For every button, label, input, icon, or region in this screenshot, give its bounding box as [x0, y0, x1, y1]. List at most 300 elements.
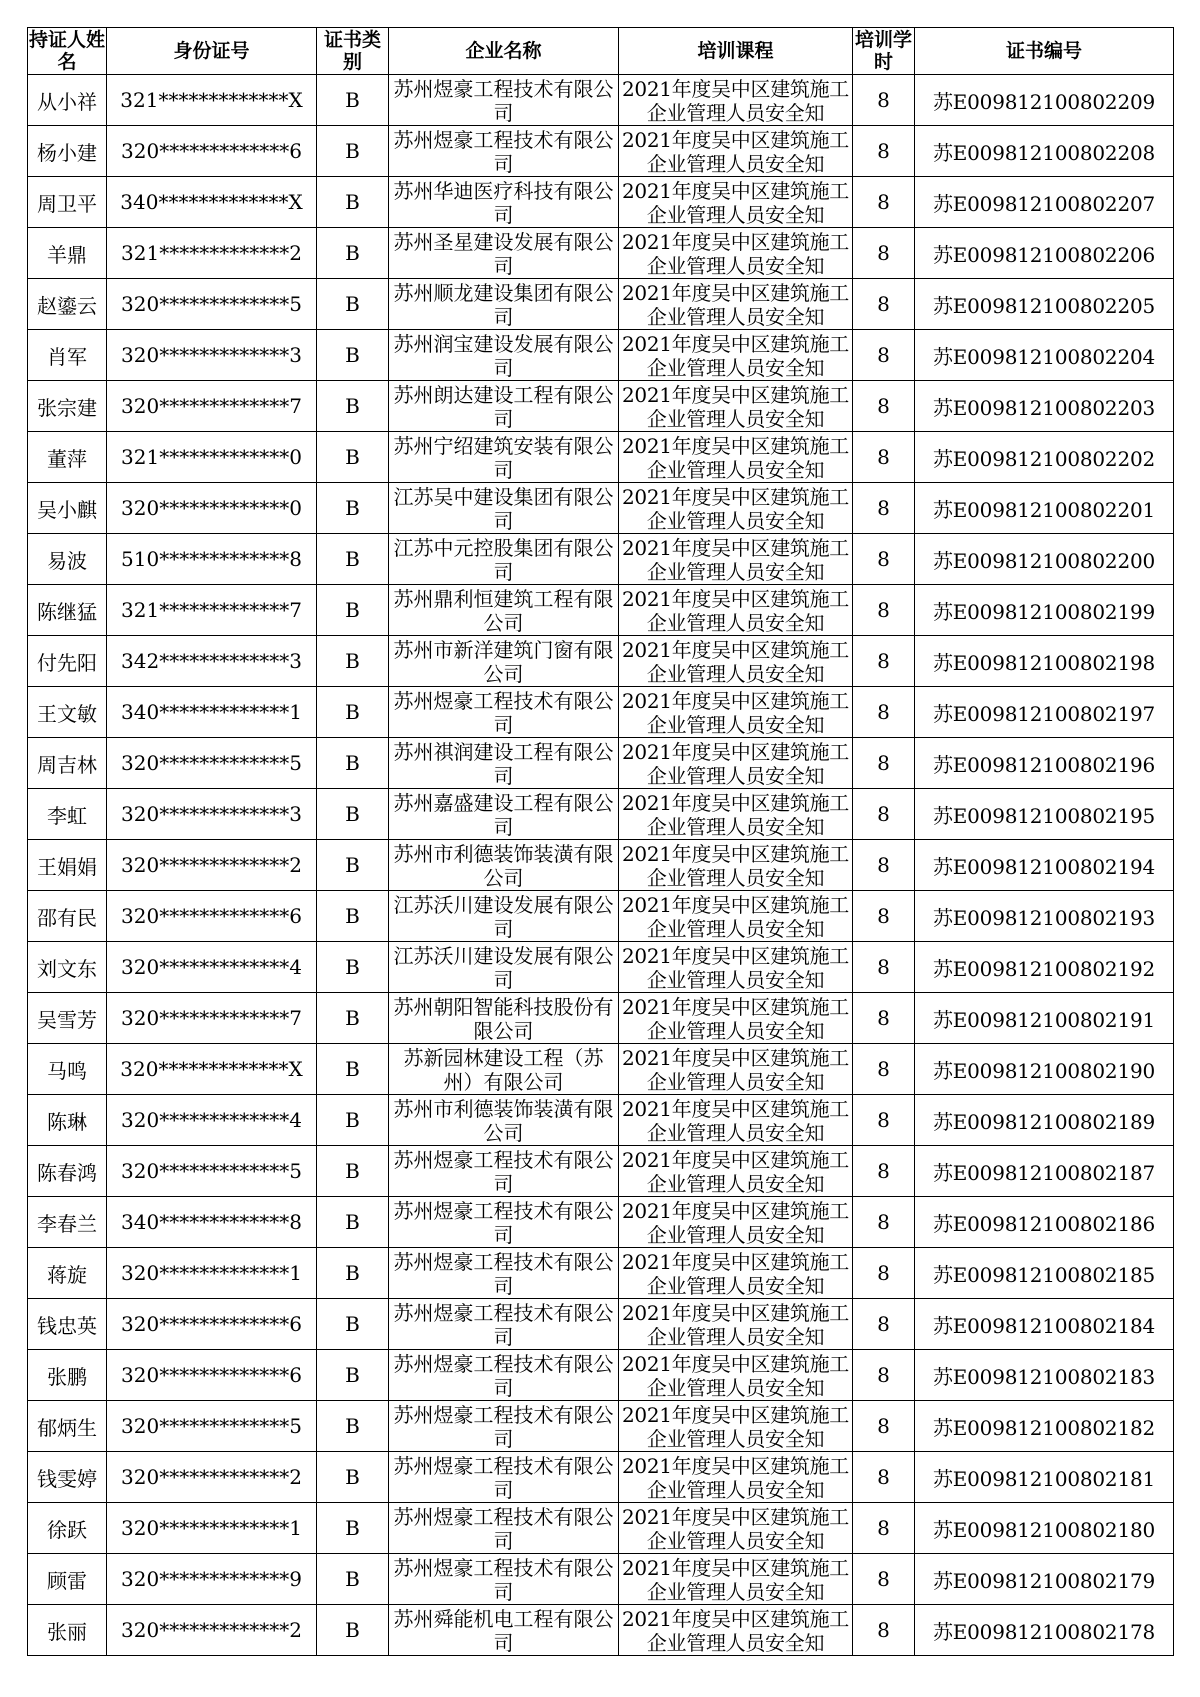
id-number-cell: 320*************2 — [107, 1605, 317, 1656]
company-cell — [389, 1401, 619, 1452]
cert-type-cell: B — [317, 1146, 389, 1197]
company-cell-text: 苏州市利德装饰装潢有限公司 — [393, 842, 614, 890]
course-cell-text: 2021年度吴中区建筑施工企业管理人员安全知 — [622, 1097, 849, 1145]
header-course: 培训课程 — [619, 28, 853, 75]
company-cell — [389, 177, 619, 228]
table-row — [28, 585, 1174, 636]
holder-name-cell: 刘文东 — [28, 942, 107, 993]
company-cell-text: 苏州煜豪工程技术有限公司 — [393, 128, 614, 176]
company-cell — [389, 1350, 619, 1401]
course-cell-text: 2021年度吴中区建筑施工企业管理人员安全知 — [622, 893, 849, 941]
course-cell-text: 2021年度吴中区建筑施工企业管理人员安全知 — [622, 638, 849, 686]
id-number-cell: 320*************2 — [107, 1452, 317, 1503]
company-cell-text: 苏州嘉盛建设工程有限公司 — [393, 791, 614, 839]
company-cell-text: 苏州煜豪工程技术有限公司 — [393, 1403, 614, 1451]
hours-cell: 8 — [853, 330, 915, 381]
table-row — [28, 1044, 1174, 1095]
cert-type-cell: B — [317, 1452, 389, 1503]
cert-number-cell: 苏E009812100802194 — [915, 840, 1174, 891]
company-cell — [389, 1248, 619, 1299]
course-cell-text: 2021年度吴中区建筑施工企业管理人员安全知 — [622, 1250, 849, 1298]
holder-name-cell: 王娟娟 — [28, 840, 107, 891]
hours-cell: 8 — [853, 942, 915, 993]
course-cell — [619, 585, 853, 636]
cert-type-cell: B — [317, 1299, 389, 1350]
course-cell-text: 2021年度吴中区建筑施工企业管理人员安全知 — [622, 1607, 849, 1655]
holder-name-cell: 易波 — [28, 534, 107, 585]
hours-cell: 8 — [853, 1197, 915, 1248]
cert-type-cell: B — [317, 483, 389, 534]
header-company: 企业名称 — [389, 28, 619, 75]
cert-number-cell: 苏E009812100802189 — [915, 1095, 1174, 1146]
company-cell-text: 苏州市新洋建筑门窗有限公司 — [393, 638, 614, 686]
id-number-cell: 340*************X — [107, 177, 317, 228]
company-cell — [389, 330, 619, 381]
id-number-cell: 320*************4 — [107, 942, 317, 993]
hours-cell: 8 — [853, 1299, 915, 1350]
hours-cell: 8 — [853, 891, 915, 942]
holder-name-cell: 吴雪芳 — [28, 993, 107, 1044]
table-row — [28, 1350, 1174, 1401]
holder-name-cell: 李虹 — [28, 789, 107, 840]
company-cell-text: 苏州鼎利恒建筑工程有限公司 — [393, 587, 614, 635]
cert-number-cell: 苏E009812100802202 — [915, 432, 1174, 483]
holder-name-cell: 蒋旋 — [28, 1248, 107, 1299]
course-cell — [619, 1197, 853, 1248]
company-cell-text: 苏州润宝建设发展有限公司 — [393, 332, 614, 380]
hours-cell: 8 — [853, 687, 915, 738]
header-id-number: 身份证号 — [107, 28, 317, 75]
cert-number-cell: 苏E009812100802185 — [915, 1248, 1174, 1299]
cert-number-cell: 苏E009812100802187 — [915, 1146, 1174, 1197]
course-cell — [619, 1401, 853, 1452]
table-row — [28, 1554, 1174, 1605]
cert-type-cell: B — [317, 840, 389, 891]
hours-cell: 8 — [853, 381, 915, 432]
hours-cell: 8 — [853, 1401, 915, 1452]
cert-type-cell: B — [317, 687, 389, 738]
company-cell — [389, 1095, 619, 1146]
table-row — [28, 1095, 1174, 1146]
cert-type-cell: B — [317, 993, 389, 1044]
course-cell-text: 2021年度吴中区建筑施工企业管理人员安全知 — [622, 587, 849, 635]
company-cell — [389, 381, 619, 432]
header-cert-type: 证书类别 — [317, 28, 389, 75]
course-cell-text: 2021年度吴中区建筑施工企业管理人员安全知 — [622, 485, 849, 533]
hours-cell: 8 — [853, 585, 915, 636]
company-cell-text: 江苏中元控股集团有限公司 — [393, 536, 614, 584]
cert-number-cell: 苏E009812100802198 — [915, 636, 1174, 687]
holder-name-cell: 徐跃 — [28, 1503, 107, 1554]
table-row — [28, 993, 1174, 1044]
holder-name-cell: 付先阳 — [28, 636, 107, 687]
company-cell — [389, 1197, 619, 1248]
holder-name-cell: 陈继猛 — [28, 585, 107, 636]
holder-name-cell: 吴小麒 — [28, 483, 107, 534]
id-number-cell: 320*************6 — [107, 126, 317, 177]
cert-type-cell: B — [317, 891, 389, 942]
course-cell-text: 2021年度吴中区建筑施工企业管理人员安全知 — [622, 1199, 849, 1247]
table-row — [28, 1197, 1174, 1248]
course-cell — [619, 126, 853, 177]
course-cell — [619, 228, 853, 279]
hours-cell: 8 — [853, 432, 915, 483]
course-cell-text: 2021年度吴中区建筑施工企业管理人员安全知 — [622, 1505, 849, 1553]
company-cell — [389, 1146, 619, 1197]
cert-number-cell: 苏E009812100802191 — [915, 993, 1174, 1044]
cert-type-cell: B — [317, 330, 389, 381]
table-row — [28, 1401, 1174, 1452]
company-cell — [389, 534, 619, 585]
cert-number-cell: 苏E009812100802196 — [915, 738, 1174, 789]
cert-number-cell: 苏E009812100802209 — [915, 75, 1174, 126]
course-cell-text: 2021年度吴中区建筑施工企业管理人员安全知 — [622, 281, 849, 329]
hours-cell: 8 — [853, 75, 915, 126]
cert-type-cell: B — [317, 126, 389, 177]
table-row — [28, 228, 1174, 279]
id-number-cell: 320*************7 — [107, 993, 317, 1044]
cert-type-cell: B — [317, 279, 389, 330]
cert-type-cell: B — [317, 177, 389, 228]
table-row — [28, 789, 1174, 840]
hours-cell: 8 — [853, 993, 915, 1044]
id-number-cell: 510*************8 — [107, 534, 317, 585]
id-number-cell: 320*************7 — [107, 381, 317, 432]
cert-number-cell: 苏E009812100802178 — [915, 1605, 1174, 1656]
course-cell — [619, 1452, 853, 1503]
course-cell — [619, 1503, 853, 1554]
company-cell-text: 苏州煜豪工程技术有限公司 — [393, 1148, 614, 1196]
company-cell — [389, 126, 619, 177]
hours-cell: 8 — [853, 789, 915, 840]
course-cell — [619, 1554, 853, 1605]
holder-name-cell: 邵有民 — [28, 891, 107, 942]
company-cell — [389, 585, 619, 636]
course-cell — [619, 738, 853, 789]
hours-cell: 8 — [853, 1605, 915, 1656]
company-cell — [389, 738, 619, 789]
id-number-cell: 320*************0 — [107, 483, 317, 534]
id-number-cell: 320*************1 — [107, 1503, 317, 1554]
course-cell-text: 2021年度吴中区建筑施工企业管理人员安全知 — [622, 995, 849, 1043]
company-cell-text: 苏州煜豪工程技术有限公司 — [393, 1250, 614, 1298]
hours-cell: 8 — [853, 228, 915, 279]
id-number-cell: 320*************6 — [107, 891, 317, 942]
course-cell-text: 2021年度吴中区建筑施工企业管理人员安全知 — [622, 1148, 849, 1196]
id-number-cell: 342*************3 — [107, 636, 317, 687]
course-cell-text: 2021年度吴中区建筑施工企业管理人员安全知 — [622, 1556, 849, 1604]
course-cell — [619, 381, 853, 432]
holder-name-cell: 顾雷 — [28, 1554, 107, 1605]
hours-cell: 8 — [853, 1146, 915, 1197]
company-cell — [389, 942, 619, 993]
course-cell — [619, 942, 853, 993]
id-number-cell: 321*************X — [107, 75, 317, 126]
company-cell-text: 苏州煜豪工程技术有限公司 — [393, 1301, 614, 1349]
cert-number-cell: 苏E009812100802192 — [915, 942, 1174, 993]
table-body — [28, 75, 1174, 1656]
hours-cell: 8 — [853, 279, 915, 330]
hours-cell: 8 — [853, 840, 915, 891]
holder-name-cell: 陈琳 — [28, 1095, 107, 1146]
company-cell — [389, 1605, 619, 1656]
table-row — [28, 432, 1174, 483]
course-cell-text: 2021年度吴中区建筑施工企业管理人员安全知 — [622, 332, 849, 380]
holder-name-cell: 董萍 — [28, 432, 107, 483]
table-row — [28, 1248, 1174, 1299]
course-cell — [619, 840, 853, 891]
id-number-cell: 320*************5 — [107, 1401, 317, 1452]
course-cell-text: 2021年度吴中区建筑施工企业管理人员安全知 — [622, 230, 849, 278]
hours-cell: 8 — [853, 534, 915, 585]
course-cell — [619, 1248, 853, 1299]
hours-cell: 8 — [853, 636, 915, 687]
holder-name-cell: 张宗建 — [28, 381, 107, 432]
header-cert-number: 证书编号 — [915, 28, 1174, 75]
table-row — [28, 381, 1174, 432]
company-cell — [389, 1044, 619, 1095]
id-number-cell: 320*************5 — [107, 279, 317, 330]
hours-cell: 8 — [853, 1044, 915, 1095]
table-row — [28, 177, 1174, 228]
table-row — [28, 483, 1174, 534]
cert-type-cell: B — [317, 534, 389, 585]
cert-number-cell: 苏E009812100802180 — [915, 1503, 1174, 1554]
course-cell — [619, 1605, 853, 1656]
cert-number-cell: 苏E009812100802193 — [915, 891, 1174, 942]
holder-name-cell: 马鸣 — [28, 1044, 107, 1095]
hours-cell: 8 — [853, 1452, 915, 1503]
course-cell-text: 2021年度吴中区建筑施工企业管理人员安全知 — [622, 1454, 849, 1502]
cert-number-cell: 苏E009812100802183 — [915, 1350, 1174, 1401]
cert-type-cell: B — [317, 636, 389, 687]
course-cell-text: 2021年度吴中区建筑施工企业管理人员安全知 — [622, 1403, 849, 1451]
company-cell-text: 苏州煜豪工程技术有限公司 — [393, 1352, 614, 1400]
certificate-table — [27, 27, 1174, 1656]
course-cell — [619, 1299, 853, 1350]
hours-cell: 8 — [853, 1503, 915, 1554]
cert-type-cell: B — [317, 1350, 389, 1401]
hours-cell: 8 — [853, 177, 915, 228]
table-row — [28, 534, 1174, 585]
holder-name-cell: 杨小建 — [28, 126, 107, 177]
company-cell — [389, 891, 619, 942]
table-header — [28, 28, 1174, 75]
cert-number-cell: 苏E009812100802207 — [915, 177, 1174, 228]
company-cell-text: 苏州煜豪工程技术有限公司 — [393, 77, 614, 125]
company-cell-text: 苏州舜能机电工程有限公司 — [393, 1607, 614, 1655]
table-row — [28, 330, 1174, 381]
course-cell — [619, 330, 853, 381]
company-cell — [389, 993, 619, 1044]
company-cell — [389, 1554, 619, 1605]
course-cell-text: 2021年度吴中区建筑施工企业管理人员安全知 — [622, 434, 849, 482]
cert-type-cell: B — [317, 75, 389, 126]
company-cell-text: 苏州煜豪工程技术有限公司 — [393, 1505, 614, 1553]
course-cell-text: 2021年度吴中区建筑施工企业管理人员安全知 — [622, 128, 849, 176]
course-cell — [619, 1095, 853, 1146]
table-row — [28, 1605, 1174, 1656]
cert-type-cell: B — [317, 1401, 389, 1452]
id-number-cell: 321*************0 — [107, 432, 317, 483]
course-cell-text: 2021年度吴中区建筑施工企业管理人员安全知 — [622, 179, 849, 227]
cert-number-cell: 苏E009812100802186 — [915, 1197, 1174, 1248]
company-cell — [389, 279, 619, 330]
hours-cell: 8 — [853, 738, 915, 789]
cert-number-cell: 苏E009812100802203 — [915, 381, 1174, 432]
company-cell — [389, 483, 619, 534]
cert-number-cell: 苏E009812100802197 — [915, 687, 1174, 738]
holder-name-cell: 张丽 — [28, 1605, 107, 1656]
company-cell-text: 苏州煜豪工程技术有限公司 — [393, 1556, 614, 1604]
holder-name-cell: 王文敏 — [28, 687, 107, 738]
hours-cell: 8 — [853, 1095, 915, 1146]
course-cell-text: 2021年度吴中区建筑施工企业管理人员安全知 — [622, 383, 849, 431]
hours-cell: 8 — [853, 1554, 915, 1605]
cert-type-cell: B — [317, 1248, 389, 1299]
table-row — [28, 1503, 1174, 1554]
header-hours: 培训学时 — [853, 28, 915, 75]
cert-number-cell: 苏E009812100802179 — [915, 1554, 1174, 1605]
course-cell-text: 2021年度吴中区建筑施工企业管理人员安全知 — [622, 1046, 849, 1094]
holder-name-cell: 郁炳生 — [28, 1401, 107, 1452]
cert-type-cell: B — [317, 1503, 389, 1554]
course-cell — [619, 891, 853, 942]
id-number-cell: 320*************3 — [107, 330, 317, 381]
cert-type-cell: B — [317, 1197, 389, 1248]
company-cell — [389, 1299, 619, 1350]
company-cell-text: 苏新园林建设工程（苏州）有限公司 — [403, 1046, 604, 1094]
course-cell — [619, 1146, 853, 1197]
cert-type-cell: B — [317, 1044, 389, 1095]
course-cell — [619, 75, 853, 126]
company-cell — [389, 1503, 619, 1554]
id-number-cell: 320*************6 — [107, 1299, 317, 1350]
table-row — [28, 1146, 1174, 1197]
holder-name-cell: 赵鎏云 — [28, 279, 107, 330]
course-cell-text: 2021年度吴中区建筑施工企业管理人员安全知 — [622, 944, 849, 992]
table-row — [28, 126, 1174, 177]
cert-type-cell: B — [317, 942, 389, 993]
holder-name-cell: 周卫平 — [28, 177, 107, 228]
company-cell-text: 江苏沃川建设发展有限公司 — [393, 893, 614, 941]
hours-cell: 8 — [853, 483, 915, 534]
table-row — [28, 738, 1174, 789]
course-cell-text: 2021年度吴中区建筑施工企业管理人员安全知 — [622, 842, 849, 890]
table-row — [28, 687, 1174, 738]
id-number-cell: 320*************X — [107, 1044, 317, 1095]
id-number-cell: 320*************2 — [107, 840, 317, 891]
holder-name-cell: 从小祥 — [28, 75, 107, 126]
id-number-cell: 340*************1 — [107, 687, 317, 738]
table-row — [28, 279, 1174, 330]
course-cell — [619, 1044, 853, 1095]
cert-type-cell: B — [317, 228, 389, 279]
cert-number-cell: 苏E009812100802195 — [915, 789, 1174, 840]
course-cell — [619, 483, 853, 534]
company-cell — [389, 75, 619, 126]
holder-name-cell: 李春兰 — [28, 1197, 107, 1248]
holder-name-cell: 周吉林 — [28, 738, 107, 789]
cert-number-cell: 苏E009812100802208 — [915, 126, 1174, 177]
table-row — [28, 636, 1174, 687]
id-number-cell: 321*************7 — [107, 585, 317, 636]
id-number-cell: 321*************2 — [107, 228, 317, 279]
cert-type-cell: B — [317, 738, 389, 789]
id-number-cell: 320*************5 — [107, 738, 317, 789]
holder-name-cell: 张鹏 — [28, 1350, 107, 1401]
id-number-cell: 320*************5 — [107, 1146, 317, 1197]
course-cell-text: 2021年度吴中区建筑施工企业管理人员安全知 — [622, 689, 849, 737]
course-cell — [619, 636, 853, 687]
table-row — [28, 891, 1174, 942]
course-cell — [619, 177, 853, 228]
company-cell-text: 苏州煜豪工程技术有限公司 — [393, 1199, 614, 1247]
cert-number-cell: 苏E009812100802182 — [915, 1401, 1174, 1452]
company-cell — [389, 228, 619, 279]
holder-name-cell: 陈春鸿 — [28, 1146, 107, 1197]
cert-type-cell: B — [317, 381, 389, 432]
cert-number-cell: 苏E009812100802190 — [915, 1044, 1174, 1095]
id-number-cell: 320*************6 — [107, 1350, 317, 1401]
cert-type-cell: B — [317, 1554, 389, 1605]
course-cell — [619, 279, 853, 330]
company-cell-text: 江苏吴中建设集团有限公司 — [393, 485, 614, 533]
hours-cell: 8 — [853, 126, 915, 177]
hours-cell: 8 — [853, 1248, 915, 1299]
holder-name-cell: 钱雯婷 — [28, 1452, 107, 1503]
cert-number-cell: 苏E009812100802205 — [915, 279, 1174, 330]
cert-number-cell: 苏E009812100802206 — [915, 228, 1174, 279]
course-cell — [619, 432, 853, 483]
company-cell — [389, 636, 619, 687]
company-cell-text: 苏州煜豪工程技术有限公司 — [393, 689, 614, 737]
course-cell — [619, 993, 853, 1044]
course-cell-text: 2021年度吴中区建筑施工企业管理人员安全知 — [622, 740, 849, 788]
company-cell-text: 苏州华迪医疗科技有限公司 — [393, 179, 614, 227]
id-number-cell: 320*************4 — [107, 1095, 317, 1146]
company-cell — [389, 432, 619, 483]
company-cell-text: 苏州祺润建设工程有限公司 — [393, 740, 614, 788]
company-cell-text: 苏州朝阳智能科技股份有限公司 — [393, 995, 614, 1043]
company-cell-text: 苏州圣星建设发展有限公司 — [393, 230, 614, 278]
company-cell — [389, 687, 619, 738]
cert-type-cell: B — [317, 432, 389, 483]
id-number-cell: 320*************9 — [107, 1554, 317, 1605]
company-cell — [389, 840, 619, 891]
cert-type-cell: B — [317, 789, 389, 840]
course-cell — [619, 1350, 853, 1401]
header-holder-name: 持证人姓名 — [28, 29, 105, 73]
table-row — [28, 75, 1174, 126]
header-row — [28, 28, 1174, 75]
cert-number-cell: 苏E009812100802200 — [915, 534, 1174, 585]
company-cell-text: 江苏沃川建设发展有限公司 — [393, 944, 614, 992]
company-cell — [389, 1452, 619, 1503]
cert-type-cell: B — [317, 585, 389, 636]
cert-number-cell: 苏E009812100802204 — [915, 330, 1174, 381]
table-row — [28, 1452, 1174, 1503]
holder-name-cell: 肖军 — [28, 330, 107, 381]
company-cell-text: 苏州市利德装饰装潢有限公司 — [393, 1097, 614, 1145]
company-cell-text: 苏州顺龙建设集团有限公司 — [393, 281, 614, 329]
course-cell-text: 2021年度吴中区建筑施工企业管理人员安全知 — [622, 77, 849, 125]
cert-type-cell: B — [317, 1605, 389, 1656]
cert-number-cell: 苏E009812100802184 — [915, 1299, 1174, 1350]
course-cell-text: 2021年度吴中区建筑施工企业管理人员安全知 — [622, 1352, 849, 1400]
table-row — [28, 840, 1174, 891]
course-cell-text: 2021年度吴中区建筑施工企业管理人员安全知 — [622, 1301, 849, 1349]
